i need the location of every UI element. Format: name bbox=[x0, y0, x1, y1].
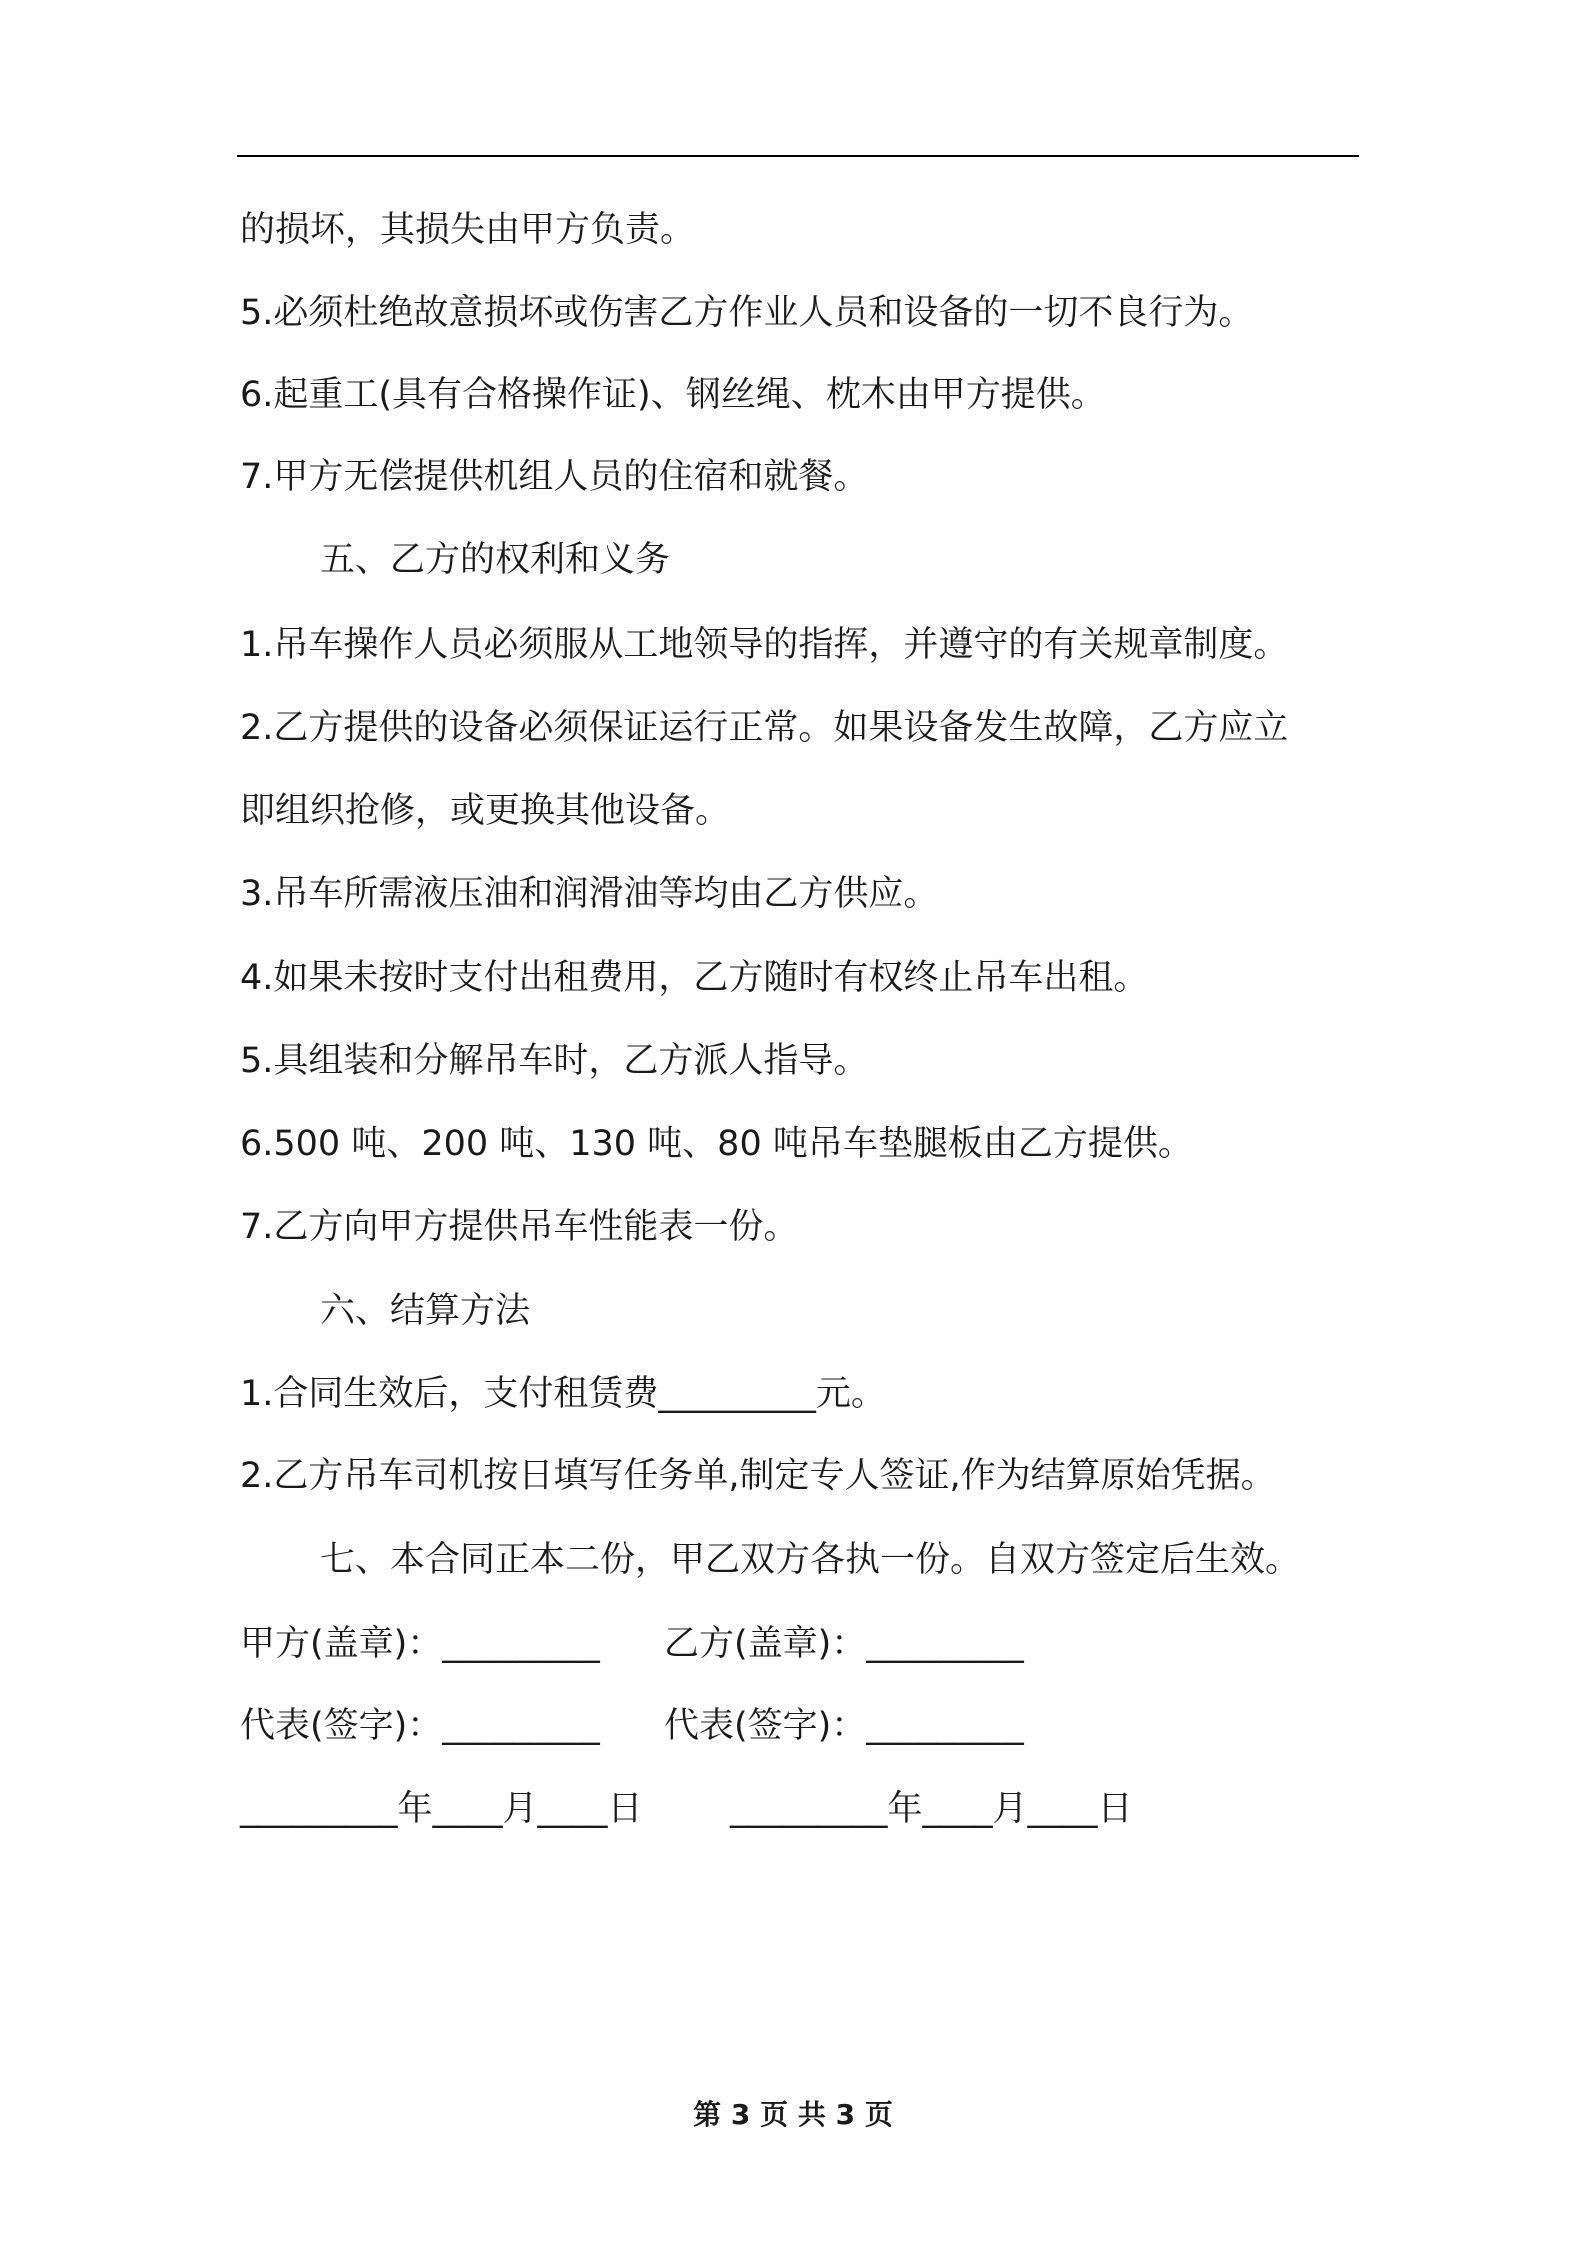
page-number: 第 3 页 共 3 页 bbox=[693, 2098, 893, 2131]
party-b-representative: 代表(签字)：_________ bbox=[664, 1706, 1024, 1746]
clause-4-item-6: 6.起重工(具有合格操作证)、钢丝绳、枕木由甲方提供。 bbox=[240, 375, 1106, 415]
clause-5-item-7: 7.乙方向甲方提供吊车性能表一份。 bbox=[240, 1207, 799, 1247]
party-a-representative: 代表(签字)：_________ bbox=[240, 1706, 600, 1746]
body-line-continuation: 的损坏，其损失由甲方负责。 bbox=[240, 210, 696, 250]
representative-row bbox=[240, 1703, 1390, 1749]
date-row bbox=[240, 1786, 1390, 1832]
party-a-seal: 甲方(盖章)：_________ bbox=[240, 1624, 600, 1664]
clause-4-item-7: 7.甲方无偿提供机组人员的住宿和就餐。 bbox=[240, 457, 869, 497]
party-a-date: _________年____月____日 bbox=[240, 1789, 643, 1829]
clause-6-item-2: 2.乙方吊车司机按日填写任务单,制定专人签证,作为结算原始凭据。 bbox=[240, 1456, 1276, 1496]
header-rule bbox=[237, 155, 1359, 157]
clause-5-item-1: 1.吊车操作人员必须服从工地领导的指挥，并遵守的有关规章制度。 bbox=[240, 625, 1289, 665]
clause-5-item-2: 2.乙方提供的设备必须保证运行正常。如果设备发生故障，乙方应立 bbox=[240, 708, 1289, 748]
clause-5-item-6: 6.500 吨、200 吨、130 吨、80 吨吊车垫腿板由乙方提供。 bbox=[240, 1124, 1193, 1164]
clause-5-item-4: 4.如果未按时支付出租费用，乙方随时有权终止吊车出租。 bbox=[240, 958, 1149, 998]
section-heading-7: 七、本合同正本二份，甲乙双方各执一份。自双方签定后生效。 bbox=[320, 1540, 1301, 1580]
clause-5-item-2-cont: 即组织抢修，或更换其他设备。 bbox=[240, 791, 731, 831]
party-b-seal: 乙方(盖章)：_________ bbox=[664, 1624, 1024, 1664]
clause-6-item-1: 1.合同生效后，支付租赁费_________元。 bbox=[240, 1374, 886, 1414]
section-heading-5: 五、乙方的权利和义务 bbox=[320, 540, 671, 580]
clause-5-item-3: 3.吊车所需液压油和润滑油等均由乙方供应。 bbox=[240, 874, 939, 914]
section-heading-6: 六、结算方法 bbox=[320, 1291, 531, 1331]
clause-4-item-5: 5.必须杜绝故意损坏或伤害乙方作业人员和设备的一切不良行为。 bbox=[240, 293, 1254, 333]
clause-5-item-5: 5.具组装和分解吊车时，乙方派人指导。 bbox=[240, 1041, 869, 1081]
seal-row bbox=[240, 1621, 1390, 1667]
party-b-date: _________年____月____日 bbox=[730, 1789, 1133, 1829]
